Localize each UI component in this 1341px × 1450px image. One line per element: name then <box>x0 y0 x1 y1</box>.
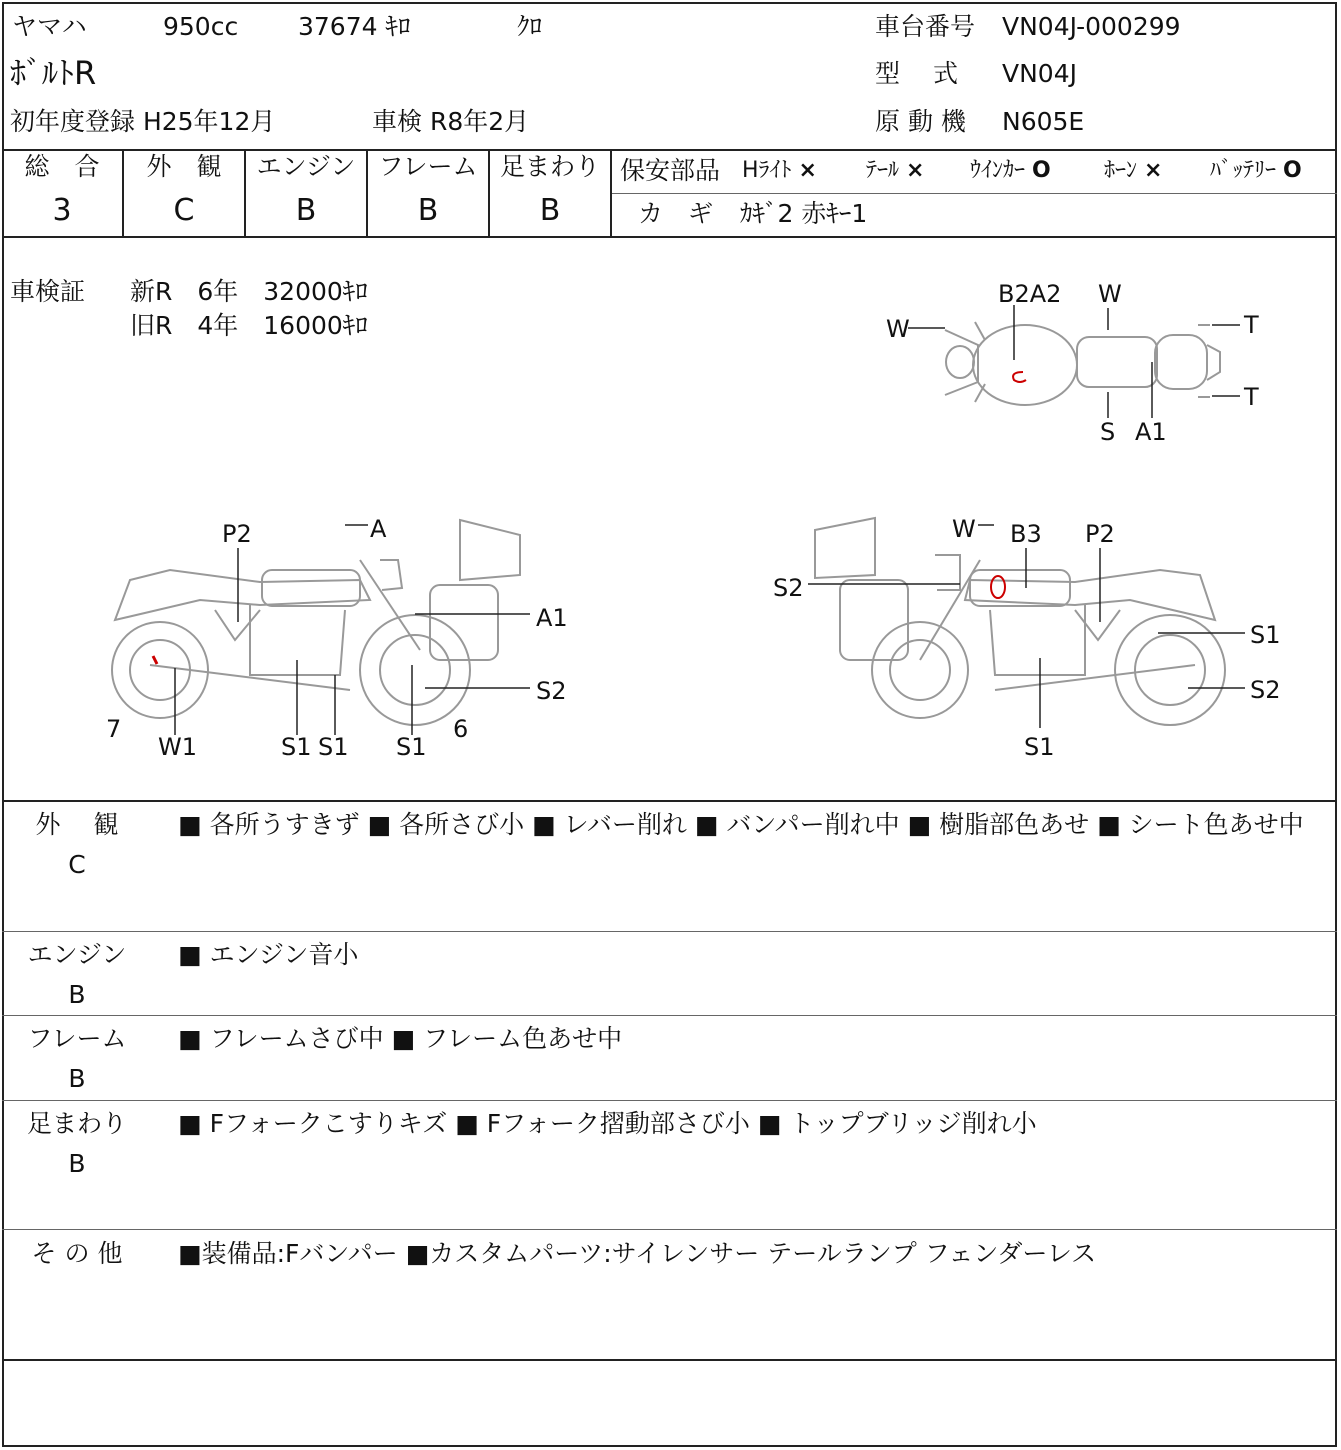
note-text-frame: ■ フレームさび中 ■ フレーム色あせ中 <box>178 1024 623 1053</box>
diagram-label: W <box>952 515 976 543</box>
diagram-label: A1 <box>536 604 568 632</box>
diagram-label: S1 <box>281 733 312 761</box>
diagram-label: T <box>1244 383 1259 411</box>
diagram-label: W <box>886 315 910 343</box>
safety-label: 保安部品 <box>620 156 721 185</box>
diagram-label: P2 <box>1085 520 1115 548</box>
engine-label: 原 動 機 <box>875 107 966 136</box>
inspection-expiry: 車検 R8年2月 <box>372 107 530 136</box>
type-value: VN04J <box>1002 59 1077 88</box>
diagram-label: B2A2 <box>998 280 1062 308</box>
diagram-label: A <box>370 515 387 543</box>
grade-suspension-value: B <box>539 193 561 228</box>
note-text-suspension: ■ Fフォークこすりキズ ■ Fフォーク摺動部さび小 ■ トップブリッジ削れ小 <box>178 1109 1037 1138</box>
divider <box>2 931 1337 932</box>
maker: ヤマハ <box>12 12 87 41</box>
grade-overall-value: 3 <box>52 193 72 228</box>
grade-frame-value: B <box>417 193 439 228</box>
safety-tail: ﾃｰﾙ × <box>866 158 925 183</box>
right-side-leaders <box>808 525 1245 728</box>
note-category-exterior: 外 観 C <box>35 810 119 879</box>
diagram-label: S2 <box>536 677 567 705</box>
note-category-engine: エンジン B <box>27 940 127 1009</box>
mileage: 37674 ｷﾛ <box>298 12 411 41</box>
damage-mark <box>1013 372 1026 382</box>
diagram-label: W <box>1098 280 1122 308</box>
grade-exterior-label: 外 観 <box>146 152 222 181</box>
damage-mark <box>153 656 157 664</box>
diagram-label: S1 <box>396 733 427 761</box>
divider <box>2 1359 1337 1361</box>
type-label: 型 式 <box>875 59 958 88</box>
diagram-label: T <box>1244 311 1259 339</box>
diagram-label: S <box>1100 418 1116 446</box>
safety-battery: ﾊﾞｯﾃﾘｰ O <box>1210 158 1302 183</box>
cert-new: 新R 6年 32000ｷﾛ <box>130 277 368 306</box>
diagram-label: S1 <box>318 733 349 761</box>
displacement: 950cc <box>163 12 239 41</box>
grade-exterior-value: C <box>173 193 195 228</box>
keys-label: カ ギ <box>638 199 714 228</box>
grade-overall-label: 総 合 <box>24 152 100 181</box>
grade-suspension-label: 足まわり <box>499 152 600 181</box>
top-view-leaders <box>908 305 1240 418</box>
left-side-bike <box>112 520 520 725</box>
first-registration: 初年度登録 H25年12月 <box>10 107 276 136</box>
grade-engine-value: B <box>295 193 317 228</box>
safety-winker: ｳｲﾝｶｰ O <box>970 158 1051 183</box>
divider <box>2 1229 1337 1230</box>
top-view-bike <box>945 322 1220 405</box>
engine-value: N605E <box>1002 107 1085 136</box>
note-category-suspension: 足まわり B <box>26 1109 127 1178</box>
divider <box>2 1015 1337 1016</box>
color: ｸﾛ <box>517 12 543 41</box>
diagram-label: 6 <box>453 715 469 743</box>
diagram-label: S1 <box>1024 733 1055 761</box>
divider <box>2 1100 1337 1101</box>
note-text-other: ■装備品:Fバンパー ■カスタムパーツ:サイレンサー テールランプ フェンダーレス <box>178 1239 1097 1268</box>
diagram-label: W1 <box>158 733 197 761</box>
frame-no-label: 車台番号 <box>875 12 976 41</box>
diagram-label: S1 <box>1250 621 1281 649</box>
safety-headlight: Hﾗｲﾄ × <box>742 158 817 183</box>
note-category-other: そ の 他 <box>31 1239 123 1268</box>
diagram-label: 7 <box>106 715 122 743</box>
note-text-engine: ■ エンジン音小 <box>178 940 359 969</box>
grade-frame-label: フレーム <box>378 152 478 181</box>
keys-value: ｶｷﾞ2 赤ｷｰ1 <box>740 199 868 228</box>
diagram-label: A1 <box>1135 418 1167 446</box>
frame-no: VN04J-000299 <box>1002 12 1181 41</box>
grade-engine-label: エンジン <box>256 152 356 181</box>
damage-mark <box>991 576 1005 598</box>
safety-horn: ﾎｰﾝ × <box>1104 158 1163 183</box>
note-text-exterior: ■ 各所うすきず ■ 各所さび小 ■ レバー削れ ■ バンパー削れ中 ■ 樹脂部色あせ ■ シート色あせ中 <box>178 810 1304 839</box>
model-name: ﾎﾞﾙﾄR <box>10 54 97 92</box>
diagram-label: S2 <box>773 574 804 602</box>
right-side-bike <box>815 518 1225 725</box>
cert-old: 旧R 4年 16000ｷﾛ <box>130 311 368 340</box>
diagram-label: S2 <box>1250 676 1281 704</box>
diagram-label: P2 <box>222 520 252 548</box>
cert-label: 車検証 <box>10 277 86 306</box>
note-category-frame: フレーム B <box>27 1024 127 1093</box>
diagram-label: B3 <box>1010 520 1042 548</box>
divider <box>2 800 1337 802</box>
